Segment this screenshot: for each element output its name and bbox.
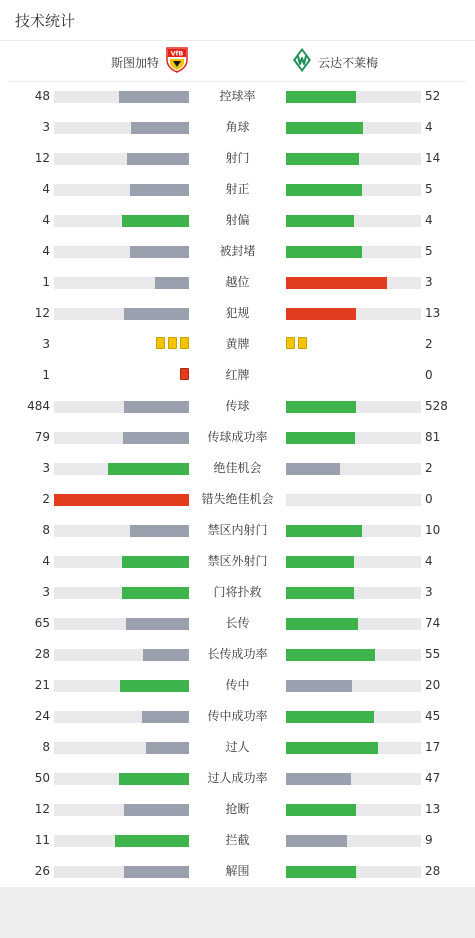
away-value: 3 xyxy=(425,585,433,599)
away-bar-fill xyxy=(286,556,354,568)
away-value: 52 xyxy=(425,89,441,103)
stat-label: 射门 xyxy=(225,151,250,165)
away-value: 28 xyxy=(425,864,441,878)
away-bar-fill xyxy=(286,618,358,630)
home-bar xyxy=(54,649,189,661)
home-value: 1 xyxy=(42,275,50,289)
away-bar xyxy=(286,835,421,847)
home-bar xyxy=(54,556,189,568)
stat-label: 被封堵 xyxy=(219,244,256,258)
stat-row xyxy=(0,81,475,112)
home-bar xyxy=(54,711,189,723)
away-bar-fill xyxy=(286,649,375,661)
away-value: 5 xyxy=(425,182,433,196)
home-value: 65 xyxy=(34,616,50,630)
stat-label: 射偏 xyxy=(225,213,250,227)
stat-label: 长传成功率 xyxy=(207,647,268,661)
stat-row xyxy=(0,639,475,670)
away-bar-fill xyxy=(286,401,356,413)
teams-header xyxy=(0,45,475,79)
away-value: 9 xyxy=(425,833,433,847)
page-title: 技术统计 xyxy=(15,12,76,30)
stat-row xyxy=(0,174,475,205)
away-bar-fill xyxy=(286,122,363,134)
away-bar-fill xyxy=(286,184,362,196)
away-bar xyxy=(286,711,421,723)
away-bar-fill xyxy=(286,246,362,258)
home-bar-fill xyxy=(108,463,189,475)
home-value: 4 xyxy=(42,182,50,196)
away-bar xyxy=(286,525,421,537)
away-value: 17 xyxy=(425,740,441,754)
stat-row xyxy=(0,267,475,298)
yellow-card-icon xyxy=(298,337,307,349)
home-value: 3 xyxy=(42,585,50,599)
away-bar xyxy=(286,773,421,785)
away-team[interactable] xyxy=(292,45,378,79)
stat-row xyxy=(0,484,475,515)
home-value: 21 xyxy=(34,678,50,692)
away-bar xyxy=(286,184,421,196)
stat-row xyxy=(0,360,475,391)
away-value: 45 xyxy=(425,709,441,723)
home-bar xyxy=(54,618,189,630)
away-bar xyxy=(286,432,421,444)
away-value: 4 xyxy=(425,213,433,227)
home-value: 28 xyxy=(34,647,50,661)
stat-label: 拦截 xyxy=(225,833,250,847)
stat-label: 绝佳机会 xyxy=(213,461,262,475)
home-bar xyxy=(54,184,189,196)
away-value: 3 xyxy=(425,275,433,289)
stat-row xyxy=(0,794,475,825)
home-yellow-cards xyxy=(156,337,189,349)
stat-row xyxy=(0,670,475,701)
away-bar xyxy=(286,91,421,103)
stat-label: 解围 xyxy=(225,864,250,878)
home-team[interactable] xyxy=(111,45,189,79)
stat-label: 传球成功率 xyxy=(207,430,268,444)
home-value: 8 xyxy=(42,740,50,754)
away-bar-fill xyxy=(286,587,354,599)
away-value: 13 xyxy=(425,802,441,816)
home-bar xyxy=(54,866,189,878)
away-value: 81 xyxy=(425,430,441,444)
away-bar xyxy=(286,618,421,630)
away-bar-fill xyxy=(286,308,356,320)
home-bar xyxy=(54,835,189,847)
away-bar xyxy=(286,494,421,506)
werder-bremen-crest-icon xyxy=(292,47,312,77)
home-value: 484 xyxy=(27,399,50,413)
away-value: 74 xyxy=(425,616,441,630)
away-bar xyxy=(286,649,421,661)
away-bar-fill xyxy=(286,773,351,785)
home-bar xyxy=(54,587,189,599)
home-value: 3 xyxy=(42,120,50,134)
away-bar xyxy=(286,401,421,413)
yellow-card-icon xyxy=(156,337,165,349)
stat-label: 过人成功率 xyxy=(207,771,268,785)
home-bar-fill xyxy=(130,184,189,196)
away-bar xyxy=(286,153,421,165)
stat-row xyxy=(0,825,475,856)
stat-label: 长传 xyxy=(225,616,250,630)
stat-label: 控球率 xyxy=(219,89,256,103)
away-bar-fill xyxy=(286,866,356,878)
red-card-icon xyxy=(180,368,189,380)
away-bar xyxy=(286,246,421,258)
home-bar-fill xyxy=(124,804,189,816)
stat-label: 传中成功率 xyxy=(207,709,268,723)
yellow-card-icon xyxy=(168,337,177,349)
home-red-cards xyxy=(180,368,189,380)
away-value: 5 xyxy=(425,244,433,258)
away-bar-fill xyxy=(286,804,356,816)
away-bar-fill xyxy=(286,742,378,754)
home-value: 3 xyxy=(42,337,50,351)
away-bar-fill xyxy=(286,215,354,227)
home-value: 11 xyxy=(34,833,50,847)
stat-label: 红牌 xyxy=(225,368,250,382)
stat-row xyxy=(0,608,475,639)
home-bar-fill xyxy=(127,153,189,165)
away-value: 55 xyxy=(425,647,441,661)
away-bar xyxy=(286,463,421,475)
away-bar xyxy=(286,742,421,754)
home-bar-fill xyxy=(123,432,189,444)
home-bar-fill xyxy=(155,277,189,289)
away-bar xyxy=(286,215,421,227)
home-value: 50 xyxy=(34,771,50,785)
stat-row xyxy=(0,453,475,484)
yellow-card-icon xyxy=(286,337,295,349)
home-bar xyxy=(54,680,189,692)
away-value: 10 xyxy=(425,523,441,537)
stat-row xyxy=(0,856,475,887)
away-value: 2 xyxy=(425,337,433,351)
home-bar xyxy=(54,153,189,165)
home-value: 24 xyxy=(34,709,50,723)
home-value: 8 xyxy=(42,523,50,537)
stat-row xyxy=(0,732,475,763)
stat-label: 抢断 xyxy=(225,802,250,816)
stat-label: 禁区外射门 xyxy=(207,554,268,568)
home-bar xyxy=(54,432,189,444)
home-bar xyxy=(54,91,189,103)
stats-list xyxy=(0,81,475,887)
away-bar xyxy=(286,804,421,816)
stat-label: 越位 xyxy=(225,275,250,289)
stat-row xyxy=(0,236,475,267)
home-bar-fill xyxy=(130,525,189,537)
stat-row xyxy=(0,701,475,732)
home-bar-fill xyxy=(130,246,189,258)
stat-label: 传球 xyxy=(225,399,250,413)
away-bar xyxy=(286,587,421,599)
stat-row xyxy=(0,329,475,360)
away-yellow-cards xyxy=(286,337,307,349)
away-bar xyxy=(286,277,421,289)
home-bar xyxy=(54,215,189,227)
home-bar-fill xyxy=(120,680,189,692)
away-value: 0 xyxy=(425,492,433,506)
home-bar xyxy=(54,742,189,754)
home-bar-fill xyxy=(115,835,189,847)
home-bar xyxy=(54,463,189,475)
home-bar-fill xyxy=(122,556,190,568)
stat-row xyxy=(0,763,475,794)
vfb-stuttgart-crest-icon xyxy=(165,47,189,77)
home-value: 2 xyxy=(42,492,50,506)
stat-row xyxy=(0,577,475,608)
away-bar-fill xyxy=(286,277,387,289)
stat-label: 角球 xyxy=(225,120,250,134)
stat-label: 犯规 xyxy=(225,306,250,320)
home-bar xyxy=(54,308,189,320)
stat-label: 门将扑救 xyxy=(213,585,262,599)
home-bar-fill xyxy=(119,773,189,785)
stat-label: 过人 xyxy=(225,740,250,754)
home-bar xyxy=(54,494,189,506)
away-bar-fill xyxy=(286,153,359,165)
away-value: 528 xyxy=(425,399,448,413)
home-value: 79 xyxy=(34,430,50,444)
stat-label: 射正 xyxy=(225,182,250,196)
home-value: 26 xyxy=(34,864,50,878)
home-bar-fill xyxy=(126,618,189,630)
stat-row xyxy=(0,298,475,329)
home-value: 12 xyxy=(34,306,50,320)
home-bar xyxy=(54,277,189,289)
away-value: 47 xyxy=(425,771,441,785)
home-bar xyxy=(54,122,189,134)
home-bar-fill xyxy=(124,866,189,878)
svg-text:VfB: VfB xyxy=(170,49,184,58)
home-bar-fill xyxy=(122,215,190,227)
away-value: 2 xyxy=(425,461,433,475)
home-value: 12 xyxy=(34,802,50,816)
stat-label: 禁区内射门 xyxy=(207,523,268,537)
home-team-name: 斯图加特 xyxy=(110,55,159,70)
away-bar-fill xyxy=(286,711,374,723)
away-bar xyxy=(286,308,421,320)
away-value: 4 xyxy=(425,554,433,568)
away-bar-fill xyxy=(286,835,347,847)
home-value: 4 xyxy=(42,244,50,258)
home-bar xyxy=(54,773,189,785)
home-bar xyxy=(54,401,189,413)
stat-label: 传中 xyxy=(225,678,250,692)
home-bar-fill xyxy=(124,401,189,413)
home-value: 4 xyxy=(42,213,50,227)
home-bar xyxy=(54,246,189,258)
home-bar-fill xyxy=(146,742,189,754)
stat-row xyxy=(0,143,475,174)
away-bar-fill xyxy=(286,525,362,537)
stat-row xyxy=(0,205,475,236)
home-bar xyxy=(54,804,189,816)
away-bar xyxy=(286,122,421,134)
away-value: 4 xyxy=(425,120,433,134)
away-team-name: 云达不莱梅 xyxy=(318,55,379,70)
home-value: 48 xyxy=(34,89,50,103)
away-value: 20 xyxy=(425,678,441,692)
away-bar-fill xyxy=(286,463,340,475)
yellow-card-icon xyxy=(180,337,189,349)
away-bar-fill xyxy=(286,680,352,692)
stat-row xyxy=(0,515,475,546)
away-value: 0 xyxy=(425,368,433,382)
home-bar-fill xyxy=(122,587,190,599)
home-value: 1 xyxy=(42,368,50,382)
home-bar-fill xyxy=(142,711,189,723)
stat-row xyxy=(0,391,475,422)
away-value: 13 xyxy=(425,306,441,320)
home-value: 12 xyxy=(34,151,50,165)
home-value: 3 xyxy=(42,461,50,475)
home-bar-fill xyxy=(131,122,189,134)
away-bar xyxy=(286,556,421,568)
stat-row xyxy=(0,112,475,143)
home-bar-fill xyxy=(54,494,189,506)
away-bar-fill xyxy=(286,91,356,103)
home-bar-fill xyxy=(143,649,189,661)
header-divider xyxy=(0,40,475,41)
home-value: 4 xyxy=(42,554,50,568)
stat-label: 错失绝佳机会 xyxy=(201,492,274,506)
stat-row xyxy=(0,422,475,453)
stat-label: 黄牌 xyxy=(225,337,250,351)
away-bar xyxy=(286,866,421,878)
stat-row xyxy=(0,546,475,577)
away-bar xyxy=(286,680,421,692)
home-bar xyxy=(54,525,189,537)
home-bar-fill xyxy=(124,308,189,320)
away-value: 14 xyxy=(425,151,441,165)
away-bar-fill xyxy=(286,432,355,444)
home-bar-fill xyxy=(119,91,189,103)
